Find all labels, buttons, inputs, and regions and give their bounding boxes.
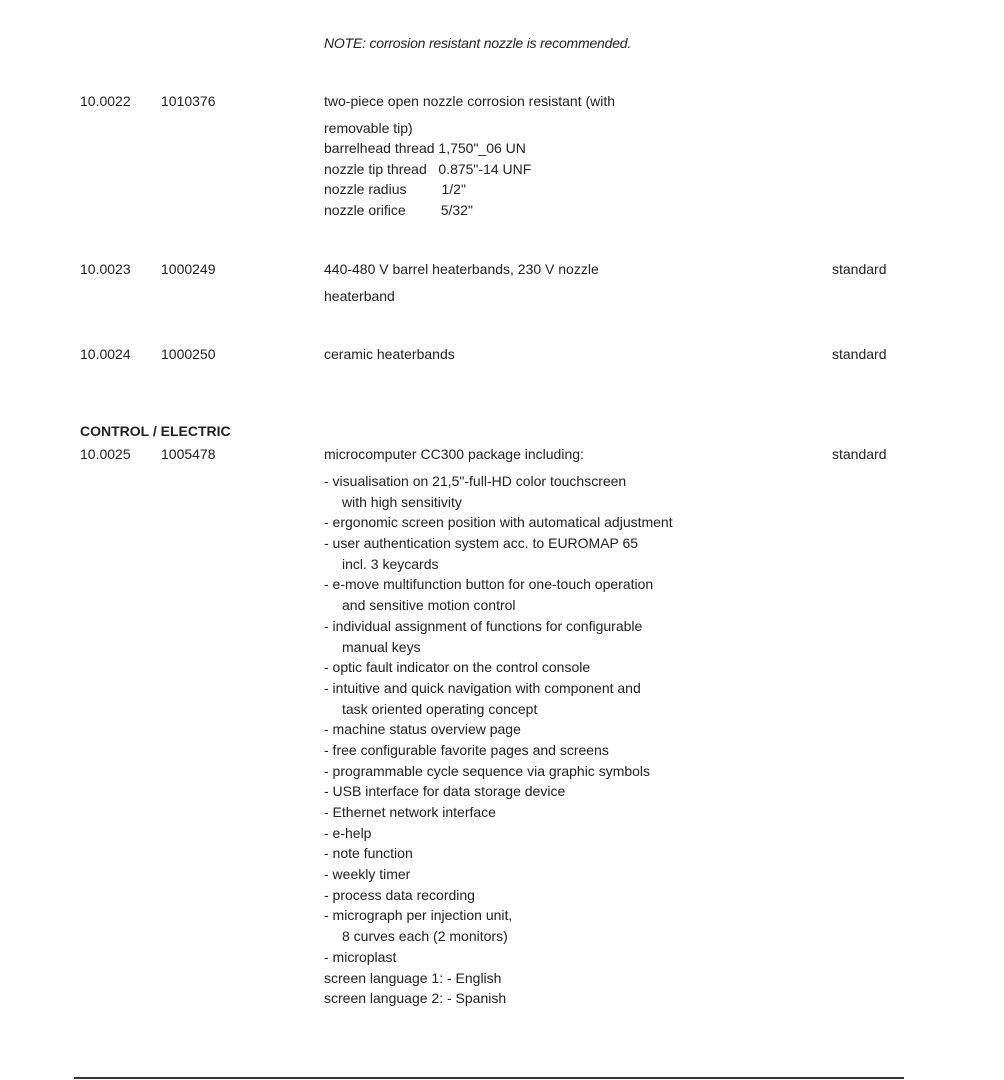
feature-line: - microplast bbox=[324, 948, 397, 965]
position-number: 10.0024 bbox=[80, 346, 131, 362]
bottom-divider bbox=[74, 1077, 904, 1079]
feature-line: - individual assignment of functions for configurable bbox=[324, 617, 643, 634]
feature-line: - USB interface for data storage device bbox=[324, 783, 566, 800]
feature-line: - Ethernet network interface bbox=[324, 804, 496, 820]
section-heading: CONTROL / ELECTRIC bbox=[80, 423, 231, 439]
screen-language-line: screen language 1: - English bbox=[324, 969, 502, 986]
feature-line-continuation: with high sensitivity bbox=[342, 493, 462, 510]
item-description-line: ceramic heaterbands bbox=[324, 346, 455, 362]
status-label: standard bbox=[832, 261, 887, 277]
item-description-line: removable tip) bbox=[324, 120, 413, 136]
feature-line: - process data recording bbox=[324, 886, 475, 903]
feature-line: - e-help bbox=[324, 824, 372, 841]
feature-line-continuation: 8 curves each (2 monitors) bbox=[342, 928, 508, 945]
feature-line-continuation: and sensitive motion control bbox=[342, 597, 516, 614]
feature-line: - user authentication system acc. to EUROMAP 65 bbox=[324, 535, 639, 552]
feature-line: - weekly timer bbox=[324, 866, 411, 883]
spec-line: nozzle orifice 5/32" bbox=[324, 202, 473, 219]
article-number: 1000250 bbox=[161, 346, 216, 362]
item-description-line: two-piece open nozzle corrosion resistant (with bbox=[324, 93, 616, 109]
screen-language-line: screen language 2: - Spanish bbox=[324, 990, 507, 1007]
article-number: 1005478 bbox=[161, 446, 216, 462]
spec-line: nozzle radius 1/2" bbox=[324, 181, 466, 198]
article-number: 1010376 bbox=[161, 93, 216, 109]
item-description-line: heaterband bbox=[324, 288, 395, 304]
spec-line: nozzle tip thread 0.875"-14 UNF bbox=[324, 160, 532, 177]
feature-line: - ergonomic screen position with automatical adjustment bbox=[324, 514, 673, 531]
feature-line-continuation: task oriented operating concept bbox=[342, 700, 538, 717]
item-description-line: 440-480 V barrel heaterbands, 230 V nozzle bbox=[324, 261, 599, 277]
feature-line-continuation: manual keys bbox=[342, 638, 421, 655]
feature-line: - micrograph per injection unit, bbox=[324, 907, 513, 924]
feature-line: - intuitive and quick navigation with component and bbox=[324, 679, 641, 696]
spec-line: barrelhead thread 1,750"_06 UN bbox=[324, 140, 526, 156]
position-number: 10.0025 bbox=[80, 446, 131, 462]
article-number: 1000249 bbox=[161, 261, 216, 277]
feature-list bbox=[324, 471, 673, 1009]
item-description-title: microcomputer CC300 package including: bbox=[324, 446, 584, 462]
position-number: 10.0022 bbox=[80, 93, 131, 109]
feature-line-continuation: incl. 3 keycards bbox=[342, 555, 439, 572]
feature-line: - optic fault indicator on the control console bbox=[324, 659, 591, 676]
status-label: standard bbox=[832, 346, 887, 362]
feature-line: - machine status overview page bbox=[324, 721, 521, 738]
feature-line: - e-move multifunction button for one-touch operation bbox=[324, 576, 654, 593]
feature-line: - free configurable favorite pages and screens bbox=[324, 741, 609, 758]
status-label: standard bbox=[832, 446, 887, 462]
note-text: NOTE: corrosion resistant nozzle is recommended. bbox=[324, 35, 632, 51]
feature-line: - visualisation on 21,5"-full-HD color touchscreen bbox=[324, 473, 627, 489]
position-number: 10.0023 bbox=[80, 261, 131, 277]
item-specs bbox=[324, 138, 531, 221]
feature-line: - programmable cycle sequence via graphic symbols bbox=[324, 762, 651, 779]
feature-line: - note function bbox=[324, 845, 413, 862]
